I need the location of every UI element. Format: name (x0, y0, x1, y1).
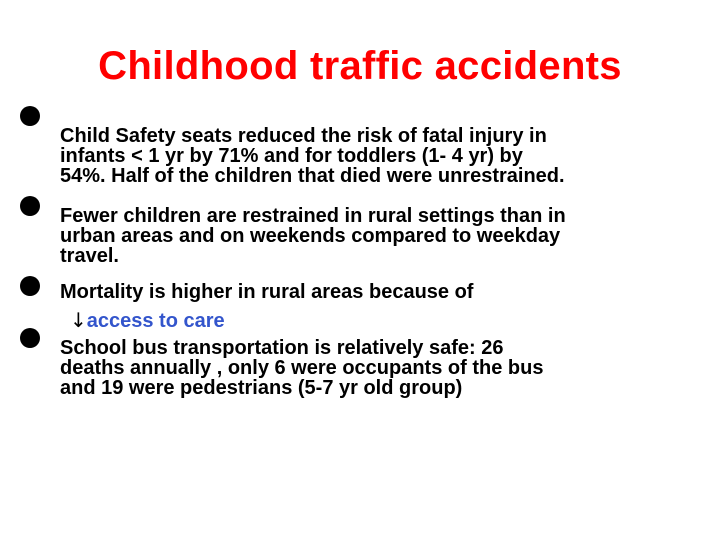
bullet-dot-icon (20, 276, 40, 296)
bullet-line: travel. (60, 245, 119, 267)
bullet-line: Child Safety seats reduced the risk of fatal injury in (60, 125, 547, 147)
slide-title: Childhood traffic accidents (98, 44, 622, 88)
bullet-line: Mortality is higher in rural areas because of (60, 281, 474, 303)
access-to-care-text: access to care (86, 310, 225, 332)
bullet-line: infants < 1 yr by 71% and for toddlers (1- 4 yr) by (60, 145, 523, 167)
down-arrow-icon: ↓ (70, 308, 87, 332)
bullet-dot-icon (20, 328, 40, 348)
bullet-line: and 19 were pedestrians (5-7 yr old group) (60, 377, 463, 399)
bullet-line: Fewer children are restrained in rural settings than in (60, 205, 566, 227)
bullet-line: 54%. Half of the children that died were unrestrained. (60, 165, 565, 187)
bullet-text (60, 282, 710, 330)
bullet-text (60, 338, 710, 398)
bullet-dot-icon (20, 106, 40, 126)
bullet-line: deaths annually , only 6 were occupants of the bus (60, 357, 544, 379)
bullet-text (60, 206, 710, 266)
bullet-line: School bus transportation is relatively safe: 26 (60, 337, 504, 359)
bullet-subline (60, 310, 710, 330)
bullet-dot-icon (20, 196, 40, 216)
bullet-line: urban areas and on weekends compared to weekday (60, 225, 561, 247)
bullet-text (60, 126, 710, 186)
